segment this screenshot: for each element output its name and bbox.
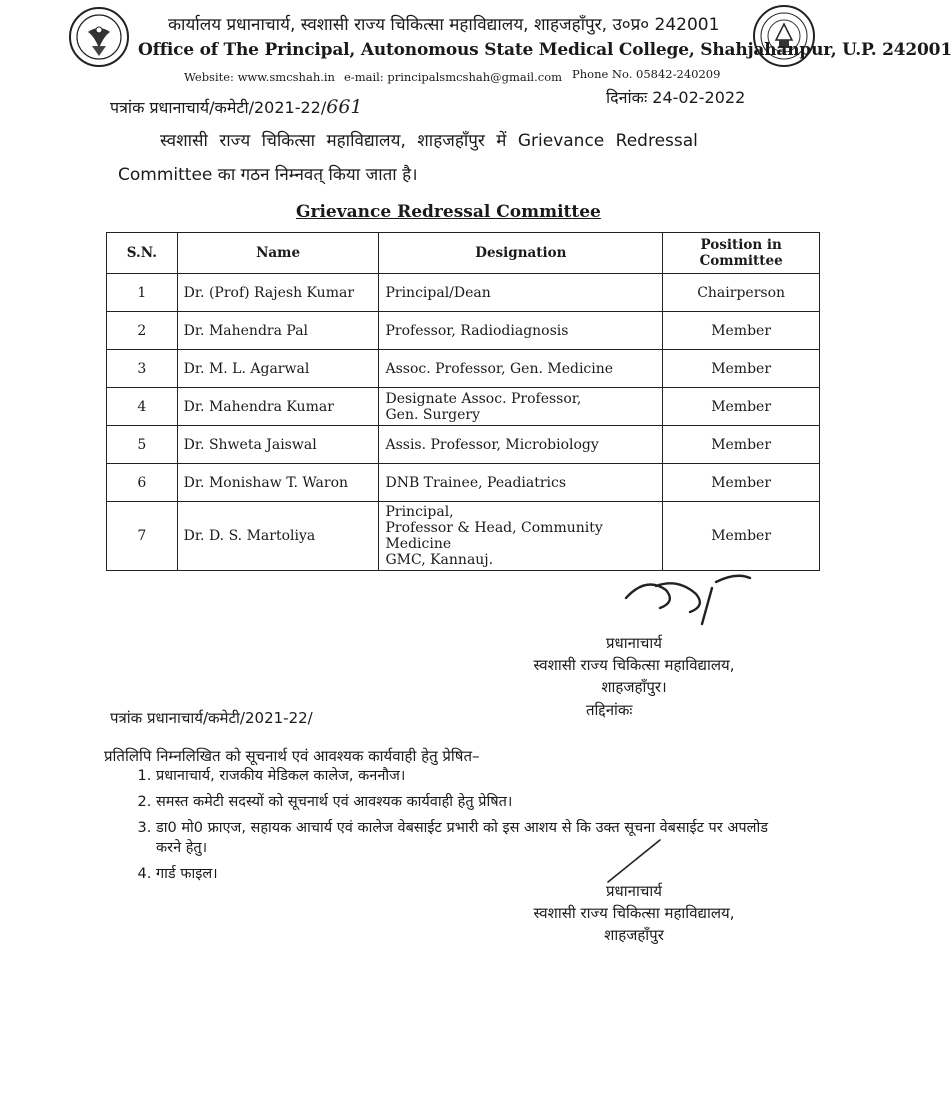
- designation-line: Assis. Professor, Microbiology: [385, 436, 599, 453]
- letter-number-prefix: पत्रांक प्रधानाचार्य/कमेटी/2021-22/: [110, 98, 327, 117]
- intro-line-1: स्वशासी राज्य चिकित्सा महाविद्यालय, शाहजहाँपुर में Grievance Redressal: [160, 131, 698, 151]
- cell-sn: 2: [107, 312, 178, 350]
- cell-designation: [379, 388, 663, 426]
- table-row: [107, 312, 820, 350]
- up-govt-emblem-icon: [68, 6, 130, 68]
- list-item: 1. प्रधानाचार्य, राजकीय मेडिकल कालेज, कननौज।: [156, 766, 796, 786]
- signatory-institution: स्वशासी राज्य चिकित्सा महाविद्यालय,: [533, 904, 735, 922]
- endorsement-date-label: तद्दिनांकः: [586, 701, 633, 719]
- copy-heading: प्रतिलिपि निम्नलिखित को सूचनार्थ एवं आवश्यक कार्यवाही हेतु प्रेषित–: [104, 747, 480, 765]
- signature-block-2: [510, 880, 758, 946]
- col-header-name: Name: [177, 233, 379, 274]
- cell-position: Member: [663, 388, 820, 426]
- list-item: 4. गार्ड फाइल।: [156, 864, 796, 884]
- cell-sn: 4: [107, 388, 178, 426]
- cell-sn: 6: [107, 464, 178, 502]
- col-header-sn: S.N.: [107, 233, 178, 274]
- signature-mark: [616, 568, 756, 628]
- list-item: 3. डा0 मो0 फ्राएज, सहायक आचार्य एवं कालेज वेबसाईट प्रभारी को इस आशय से कि उक्त सूचना वेबसाईट पर अपलोड करने हेतु।: [156, 818, 796, 858]
- table-row: [107, 426, 820, 464]
- cell-position: Member: [663, 426, 820, 464]
- table-row: [107, 388, 820, 426]
- cell-designation: [379, 464, 663, 502]
- cell-position: Member: [663, 312, 820, 350]
- signatory-institution: स्वशासी राज्य चिकित्सा महाविद्यालय,: [533, 656, 735, 674]
- cell-sn: 1: [107, 274, 178, 312]
- designation-line: Professor, Radiodiagnosis: [385, 322, 569, 339]
- col-header-position: Position in Committee: [663, 233, 820, 274]
- endorsement-number: पत्रांक प्रधानाचार्य/कमेटी/2021-22/: [110, 709, 313, 727]
- table-row: [107, 464, 820, 502]
- designation-line: Principal/Dean: [385, 284, 491, 301]
- cell-designation: [379, 350, 663, 388]
- cell-position: Chairperson: [663, 274, 820, 312]
- cell-designation: [379, 312, 663, 350]
- cell-position: Member: [663, 502, 820, 571]
- cell-position: Member: [663, 350, 820, 388]
- col-header-designation: Designation: [379, 233, 663, 274]
- cell-name: Dr. Shweta Jaiswal: [177, 426, 379, 464]
- signatory-city: शाहजहाँपुर: [604, 926, 664, 944]
- designation-line: Designate Assoc. Professor,: [385, 390, 582, 407]
- designation-line: Principal,: [385, 504, 454, 520]
- cell-sn: 3: [107, 350, 178, 388]
- cell-designation: [379, 274, 663, 312]
- cell-position: Member: [663, 464, 820, 502]
- designation-line: Gen. Surgery: [385, 406, 481, 423]
- signatory-title: प्रधानाचार्य: [606, 634, 662, 652]
- cell-name: Dr. D. S. Martoliya: [177, 502, 379, 571]
- copy-list: [126, 760, 796, 890]
- header-english: Office of The Principal, Autonomous State Medical College, Shahjahanpur, U.P. 242001: [138, 40, 952, 60]
- phone-text: Phone No. 05842-240209: [572, 67, 721, 81]
- cell-designation: [379, 426, 663, 464]
- committee-table: [106, 232, 820, 571]
- intro-line-2: Committee का गठन निम्नवत् किया जाता है।: [118, 165, 418, 185]
- cell-sn: 7: [107, 502, 178, 571]
- cell-designation: [379, 502, 663, 571]
- table-row: [107, 274, 820, 312]
- designation-line: Professor & Head, Community Medicine: [385, 520, 603, 552]
- signatory-city: शाहजहाँपुर।: [601, 678, 667, 696]
- cell-name: Dr. Mahendra Pal: [177, 312, 379, 350]
- designation-line: Assoc. Professor, Gen. Medicine: [385, 360, 614, 377]
- signature-block: [510, 632, 758, 698]
- table-row: [107, 502, 820, 571]
- letter-number-handwritten: 661: [326, 96, 363, 118]
- header-hindi: कार्यालय प्रधानाचार्य, स्वशासी राज्य चिकित्सा महाविद्यालय, शाहजहाँपुर, उ०प्र० 242001: [168, 15, 720, 35]
- email-text: e-mail: principalsmcshah@gmail.com: [344, 70, 563, 84]
- cell-name: Dr. Monishaw T. Waron: [177, 464, 379, 502]
- designation-line: GMC, Kannauj.: [385, 552, 494, 568]
- committee-title: Grievance Redressal Committee: [296, 202, 601, 222]
- cell-name: Dr. M. L. Agarwal: [177, 350, 379, 388]
- list-item: 2. समस्त कमेटी सदस्यों को सूचनार्थ एवं आवश्यक कार्यवाही हेतु प्रेषित।: [156, 792, 796, 812]
- signature-stroke: [604, 836, 664, 886]
- table-row: [107, 350, 820, 388]
- website-text: Website: www.smcshah.in: [184, 70, 335, 84]
- designation-line: DNB Trainee, Peadiatrics: [385, 474, 567, 491]
- cell-sn: 5: [107, 426, 178, 464]
- cell-name: Dr. (Prof) Rajesh Kumar: [177, 274, 379, 312]
- signatory-title: प्रधानाचार्य: [606, 882, 662, 900]
- cell-name: Dr. Mahendra Kumar: [177, 388, 379, 426]
- letter-number: [110, 96, 363, 118]
- letter-date: दिनांकः 24-02-2022: [606, 88, 746, 107]
